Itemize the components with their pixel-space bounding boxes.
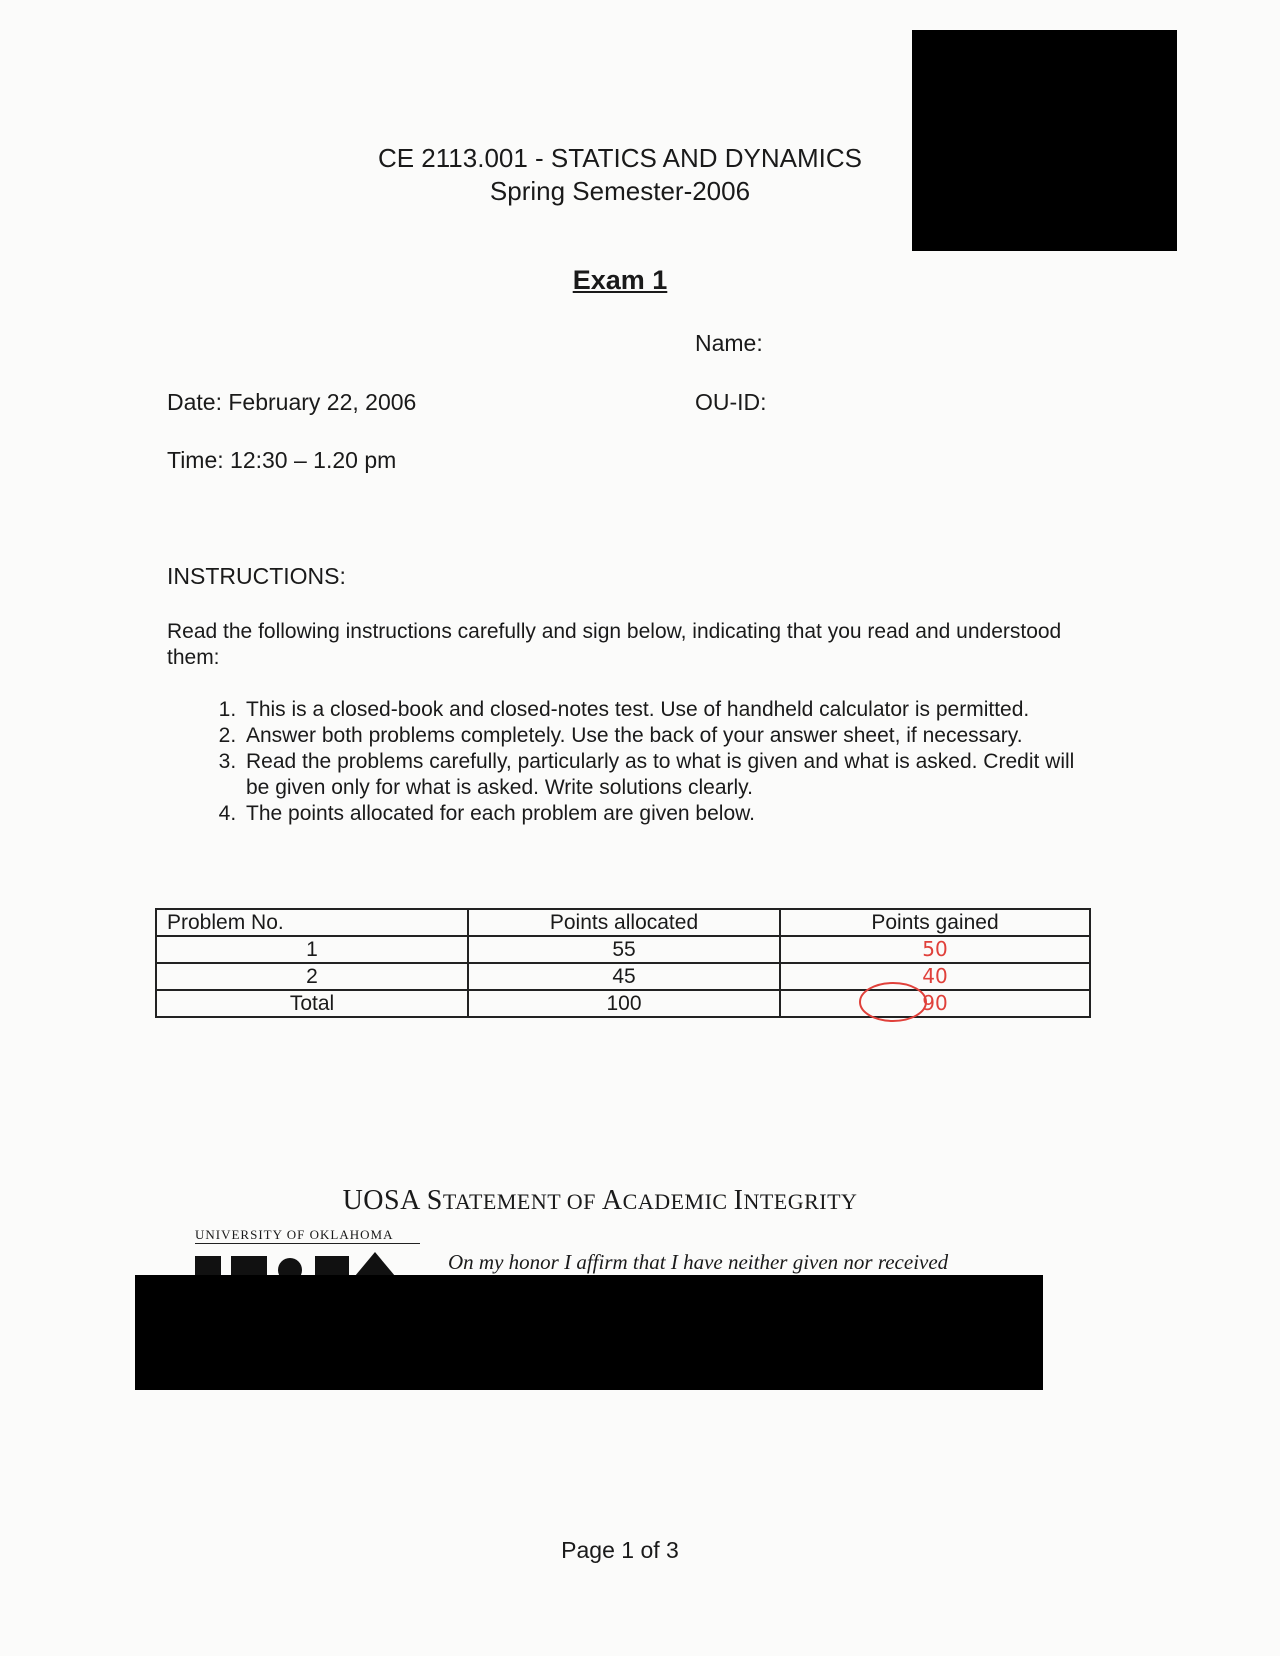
- instruction-item: 2. Answer both problems completely. Use the back of your answer sheet, if necessary.: [242, 723, 1102, 749]
- instructions-intro: Read the following instructions carefully and sign below, indicating that you read and understood them:: [167, 620, 1062, 669]
- header-gained: Points gained: [780, 909, 1090, 936]
- problem-cell: 2: [156, 963, 468, 990]
- header-allocated: Points allocated: [468, 909, 780, 936]
- table-row: [156, 936, 1090, 963]
- semester-text: Spring Semester-2006: [489, 176, 751, 206]
- title-part: A: [601, 1185, 623, 1216]
- course-code: CE 2113.001 - STATICS AND DYNAMICS: [377, 143, 863, 173]
- header-problem: Problem No.: [156, 909, 468, 936]
- redaction-box-bottom: [135, 1275, 1043, 1390]
- total-score: 90: [922, 991, 948, 1015]
- table-row: [156, 990, 1090, 1017]
- instruction-item: 3. Read the problems carefully, particularly as to what is given and what is asked. Credit will be given only for what is asked. Write solutions clearly.: [242, 749, 1102, 801]
- instruction-item: 4. The points allocated for each problem are given below.: [242, 801, 1102, 827]
- semester: [0, 175, 1240, 207]
- title-part: NTEGRITY: [743, 1189, 858, 1214]
- title-part: UOSA: [342, 1185, 427, 1216]
- instructions-heading: INSTRUCTIONS:: [167, 563, 346, 589]
- gained-cell: 40: [780, 963, 1090, 990]
- table-header-row: [156, 909, 1090, 936]
- title-part: TATEMENT OF: [442, 1189, 602, 1214]
- table-row: [156, 963, 1090, 990]
- allocated-cell: 100: [468, 990, 780, 1017]
- problem-cell: 1: [156, 936, 468, 963]
- redaction-box-top: [912, 30, 1177, 251]
- integrity-title: [0, 1185, 1200, 1217]
- gained-cell-total: [780, 990, 1090, 1017]
- score-table: [155, 908, 1091, 1018]
- id-label: OU-ID:: [695, 389, 767, 415]
- score-circle-icon: [855, 979, 931, 1025]
- problem-cell: Total: [156, 990, 468, 1017]
- instruction-item: 1. This is a closed-book and closed-notes test. Use of handheld calculator is permitted.: [242, 697, 1102, 723]
- instructions-list: [200, 697, 1102, 827]
- title-part: S: [426, 1185, 443, 1216]
- name-label: Name:: [695, 330, 763, 356]
- allocated-cell: 45: [468, 963, 780, 990]
- exam-date: Date: February 22, 2006: [167, 389, 417, 415]
- gained-cell: 50: [780, 936, 1090, 963]
- title-part: CADEMIC: [622, 1189, 734, 1214]
- exam-time: Time: 12:30 – 1.20 pm: [167, 447, 397, 473]
- page-number: Page 1 of 3: [561, 1537, 679, 1563]
- allocated-cell: 55: [468, 936, 780, 963]
- uosa-logo-icon: [195, 1250, 410, 1276]
- honor-statement: On my honor I affirm that I have neither given nor received: [448, 1250, 949, 1274]
- title-part: I: [733, 1185, 744, 1216]
- exam-title: Exam 1: [572, 265, 668, 295]
- course-title: [0, 142, 1240, 174]
- university-name: UNIVERSITY OF OKLAHOMA: [195, 1227, 420, 1244]
